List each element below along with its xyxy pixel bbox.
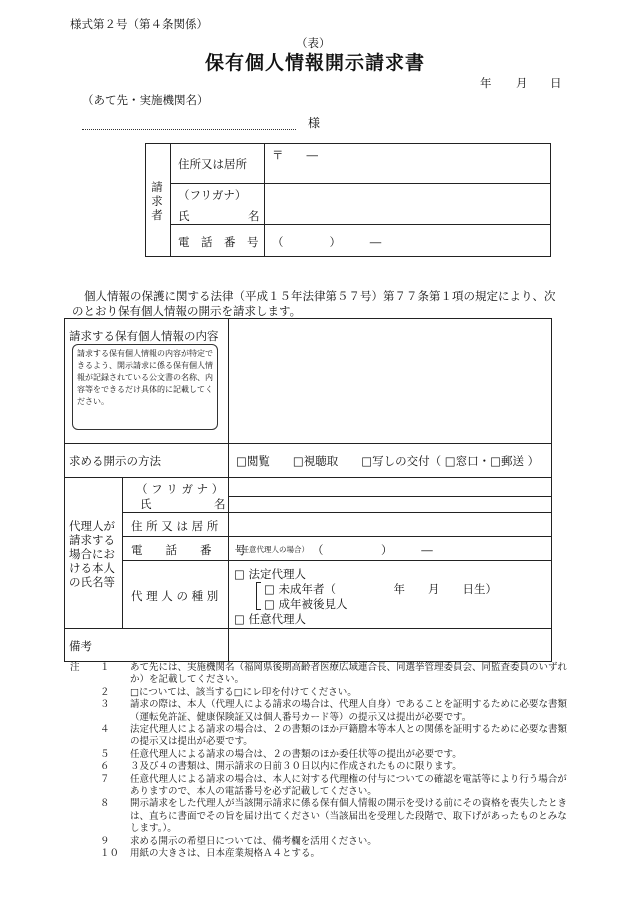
agent-phone-label: 電 話 番 号 xyxy=(131,543,246,557)
phone-value[interactable]: （ ） ― xyxy=(272,235,382,249)
recipient-field[interactable] xyxy=(82,120,296,130)
form-number: 様式第２号（第４条関係） xyxy=(70,17,208,31)
name-input[interactable] xyxy=(265,185,549,223)
agent-type-label: 代 理 人 の 種 別 xyxy=(131,589,219,603)
intro-paragraph: 個人情報の保護に関する法律（平成１５年法律第５７号）第７７条第１項の規定により、次のとおり保有個人情報の開示を請求します。 xyxy=(72,289,556,318)
agent-name-label-second: 名 xyxy=(214,497,226,511)
note-item: ４ 法定代理人による請求の場合は、２の書類のほか戸籍謄本等本人との関係を証明するために必要な書類の提示又は提出が必要です。 xyxy=(100,724,568,748)
note-item: ３ 請求の際は、本人（代理人による請求の場合は、代理人自身）であることを証明するために必要な書類（運転免許証、健康保険証又は個人番号カード等）の提示又は提出が必要です。 xyxy=(100,699,568,723)
note-item: ９ 求める開示の希望日については、備考欄を活用ください。 xyxy=(100,835,377,847)
agent-type-voluntary[interactable]: □ 任意代理人 xyxy=(234,612,307,626)
postal-mark: 〒 ― xyxy=(272,148,318,162)
agent-type-minor[interactable]: □ 未成年者（ 年 月 日生） xyxy=(264,582,498,596)
remarks-label: 備考 xyxy=(69,639,92,653)
agent-type-guardian[interactable]: □ 成年被後見人 xyxy=(264,597,348,611)
note-item: ８ 開示請求をした代理人が当該開示請求に係る保有個人情報の開示を受ける前にその資格を喪失したときは、直ちに書面でその旨を届け出てください（当該届出を受理した段階で、取下げがあったものとみなします。）。 xyxy=(100,798,568,835)
note-item: １０ 用紙の大きさは、日本産業規格Ａ４とする。 xyxy=(100,848,321,860)
recipient-label: （あて先・実施機関名） xyxy=(82,93,209,107)
address-label: 住所又は居所 xyxy=(178,157,247,171)
address-input[interactable] xyxy=(265,160,549,182)
agent-section-line-4: ける本人 xyxy=(69,561,115,575)
notes-head: 注 xyxy=(70,662,80,673)
agent-phone-note: （任意代理人の場合） xyxy=(234,545,309,554)
agent-phone-value[interactable]: （ ） ― xyxy=(312,543,433,557)
requester-label-1: 請 xyxy=(151,180,163,194)
agent-furigana-label: （ フ リ ガ ナ ） xyxy=(136,482,224,496)
note-item: ２ □については、該当する□にレ印を付けてください。 xyxy=(100,686,357,698)
content-hint: 請求する保有個人情報の内容が特定できるよう、開示請求に係る保有個人情報が記録されている公文書の名称、内容等をできるだけ具体的に記載してください。 xyxy=(72,344,218,430)
method-label: 求める開示の方法 xyxy=(69,454,161,468)
method-options[interactable]: □閲覧 □視聴取 □写しの交付（ □窓口・□郵送 ） xyxy=(236,454,540,468)
date-day: 日 xyxy=(550,76,562,90)
agent-section-line-5: の氏名等 xyxy=(69,575,115,589)
requester-label-2: 求 xyxy=(151,194,163,208)
content-label: 請求する保有個人情報の内容 xyxy=(69,329,219,343)
agent-section-line-2: 請求する xyxy=(69,533,115,547)
agent-address-label: 住 所 又 は 居 所 xyxy=(131,519,219,533)
page-title: 保有個人情報開示請求書 xyxy=(204,52,425,74)
remarks-input[interactable] xyxy=(230,630,549,660)
phone-label: 電 話 番 号 xyxy=(178,235,259,249)
notes-section xyxy=(70,662,570,861)
content-input[interactable] xyxy=(230,320,549,441)
honorific: 様 xyxy=(308,116,321,130)
date-year: 年 xyxy=(480,76,492,90)
note-item: ６ ３及び４の書類は、開示請求の日前３０日以内に作成されたものに限ります。 xyxy=(100,761,462,773)
date-month: 月 xyxy=(516,76,528,90)
agent-type-legal[interactable]: □ 法定代理人 xyxy=(234,567,307,581)
agent-address-input[interactable] xyxy=(230,514,549,535)
name-label-first: 氏 xyxy=(178,209,190,223)
furigana-label: （フリガナ） xyxy=(178,188,247,202)
requester-label-3: 者 xyxy=(151,208,163,222)
note-item: ５ 任意代理人による請求の場合は、２の書類のほか委任状等の提出が必要です。 xyxy=(100,748,462,760)
agent-section-line-1: 代理人が xyxy=(69,519,115,533)
side-indicator: （表） xyxy=(296,36,331,50)
agent-name-label-first: 氏 xyxy=(140,497,152,511)
note-item: ７ 任意代理人による請求の場合は、本人に対する代理権の付与についての確認を電話等により行う場合がありますので、本人の電話番号を必ず記載してください。 xyxy=(100,773,567,798)
note-item: 注 １ あて先には、実施機関名（福岡県後期高齢者医療広域連合長、同選挙管理委員会、同監査委員のいずれか）を記載してください。 xyxy=(70,662,568,686)
agent-name-input[interactable] xyxy=(230,479,549,511)
name-label-second: 名 xyxy=(248,209,260,223)
agent-section-line-3: 場合にお xyxy=(69,547,115,561)
